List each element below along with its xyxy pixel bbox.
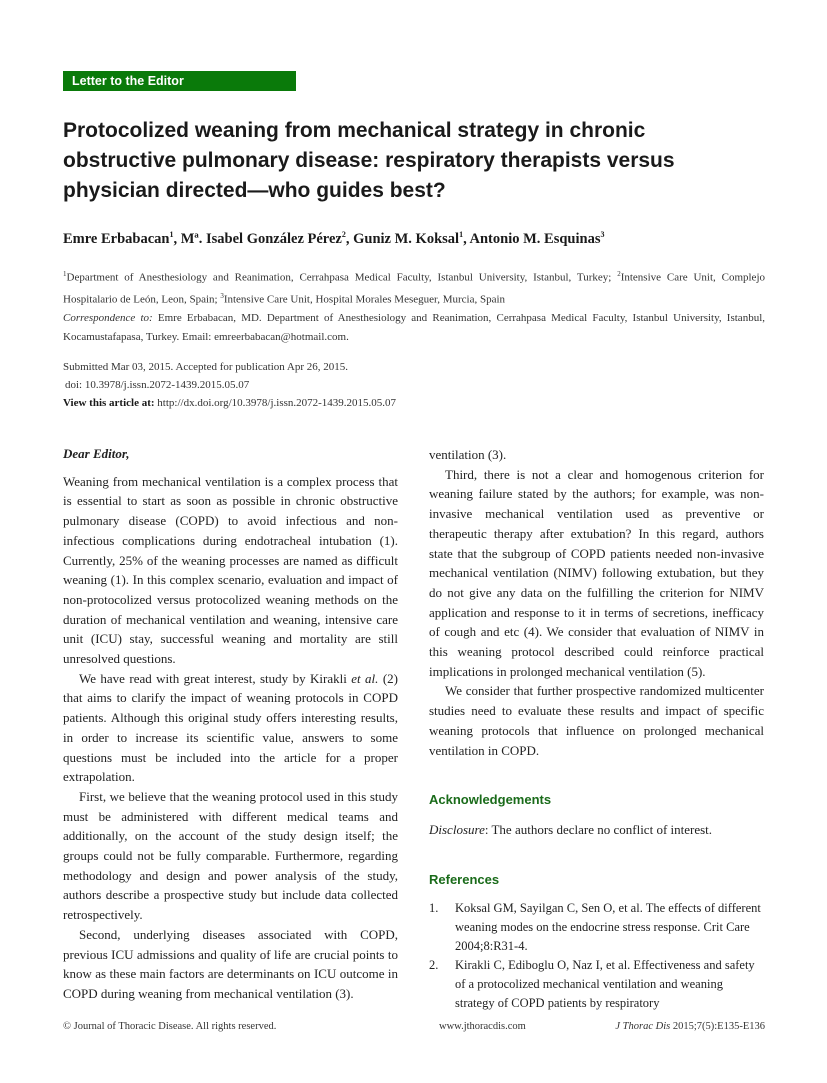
reference-number: 1. [429, 901, 439, 916]
citation-volume: 2015;7(5):E135-E136 [670, 1021, 765, 1032]
acknowledgements-heading: Acknowledgements [429, 792, 552, 808]
et-al: et al. [351, 670, 379, 686]
submission-dates: Submitted Mar 03, 2015. Accepted for publication Apr 26, 2015. [63, 361, 349, 373]
paragraph-text: We have read with great interest, study by Kirakli [79, 670, 352, 686]
body-paragraph: First, we believe that the weaning protocol used in this study must be administered with different medical teams and additionally, on the account of the study design itself; the groups could not be fully comparable. Furthermore, regarding methodology and design and power analysis of the study, authors describe a prospective study but include data collected retrospectively. [63, 788, 398, 923]
author-name: Antonio M. Esquinas [469, 230, 601, 247]
affiliations [63, 265, 765, 346]
affil-sup: 1 [63, 270, 67, 278]
references-heading: References [429, 871, 500, 887]
author-list: Emre Erbabacan$^1$, Mª. Isabel González Pérez$^2$, Guniz M. Koksal$^1$, Antonio M. Esquinas$^3$ [63, 230, 605, 247]
author-name: Mª. Isabel González Pérez [180, 230, 342, 247]
article-title: Protocolized weaning from mechanical strategy in chronic obstructive pulmonary disease: respiratory therapists versus physician directed—who guides best? [63, 119, 675, 202]
body-paragraph: We consider that further prospective randomized multicenter studies need to evaluate these results and impact of specific weaning protocols that influence on prolonged mechanical ventilation in COPD. [429, 683, 764, 758]
view-article-label: View this article at: [63, 397, 155, 409]
salutation: Dear Editor, [63, 446, 130, 461]
left-column [63, 444, 398, 1004]
reference-text: Koksal GM, Sayilgan C, Sen O, et al. The effects of different weaning modes on the endocrine stress response. Crit Care 2004;8:R31-4. [455, 901, 761, 954]
view-article-link[interactable]: http://dx.doi.org/10.3978/j.issn.2072-1439.2015.05.07 [154, 397, 397, 409]
author-affil-sup: 1 [169, 230, 174, 239]
affiliation-list [63, 265, 765, 309]
affil-sup: 2 [617, 270, 621, 278]
body-paragraph: Second, underlying diseases associated with COPD, previous ICU admissions and quality of life are crucial points to know as these main factors are determinants on ICU outcome in COPD during weaning from mechanical ventilation (3). [63, 926, 398, 1001]
citation-journal: J Thorac Dis [615, 1021, 671, 1032]
author-affil-sup: 1 [459, 230, 464, 239]
body-paragraph: Weaning from mechanical ventilation is a complex process that is essential to start as soon as possible in chronic obstructive pulmonary disease (COPD) to avoid infectious and non-infectious complications during endotracheal intubation (1). Currently, 25% of the weaning processes are named as difficult weaning (1). In this complex scenario, evaluation and impact of non-protocolized versus protocolized weaning methods on the duration of mechanical ventilation and weaning, intensive care unit (ICU) stay, successful weaning and mortality are still unresolved questions. [63, 473, 398, 667]
disclosure [429, 820, 764, 840]
journal-website-link[interactable]: www.jthoracdis.com [439, 1021, 526, 1032]
reference-text: Kirakli C, Ediboglu O, Naz I, et al. Effectiveness and safety of a protocolized mechanical ventilation and weaning strategy of COPD patients by respiratory [455, 958, 755, 1011]
affiliation-1: Department of Anesthesiology and Reanimation, Cerrahpasa Medical Faculty, Istanbul University, Istanbul, Turkey; [66, 271, 618, 284]
author-name: Guniz M. Koksal [353, 230, 460, 247]
reference-item [429, 956, 764, 1013]
body-paragraph-continued: ventilation (3). [429, 447, 507, 462]
body-paragraph [63, 669, 398, 787]
copyright: © Journal of Thoracic Disease. All rights reserved. [63, 1021, 277, 1032]
affiliation-2: Intensive Care Unit, Complejo Hospitalario de León, Leon, Spain; [63, 271, 765, 306]
disclosure-text: : The authors declare no conflict of interest. [484, 821, 713, 837]
article-meta [63, 358, 563, 412]
doi: doi: 10.3978/j.issn.2072-1439.2015.05.07 [65, 379, 250, 391]
correspondence-label: Correspondence to: [63, 312, 153, 325]
author-affil-sup: 2 [341, 230, 346, 239]
author-affil-sup: 3 [600, 230, 605, 239]
disclosure-label: Disclosure [429, 821, 485, 837]
reference-number: 2. [429, 958, 439, 973]
section-tag: Letter to the Editor [63, 71, 296, 91]
affiliation-3: Intensive Care Unit, Hospital Morales Meseguer, Murcia, Spain [223, 293, 506, 306]
view-article-line [63, 394, 563, 412]
page-footer [63, 1021, 765, 1037]
body-paragraph: Third, there is not a clear and homogenous criterion for weaning failure stated by the authors; for example, was non-invasive mechanical ventilation used as preventive or therapeutic therapy after extubation? In this regard, authors state that the subgroup of COPD patients needed non-invasive mechanical ventilation (NIMV) following extubation, but they do not give any data on the fulfilling the criterion for NIMV application and response to it in terms of secretions, inefficacy of cough and etc (4). We consider that evaluation of NIMV in this weaning protocol described could reinforce practical implications in prolonged mechanical ventilation (5). [429, 466, 764, 679]
reference-list [429, 899, 764, 1013]
paragraph-text: (2) that aims to clarify the impact of weaning protocols in COPD patients. Although this original study offers interesting results, in order to increase its scientific value, answers to some questions must be included into the article for a proper extrapolation. [63, 670, 398, 785]
citation [615, 1021, 765, 1032]
reference-item [429, 899, 764, 956]
affil-sup: 3 [220, 292, 224, 301]
correspondence-text[interactable]: Emre Erbabacan, MD. Department of Anesthesiology and Reanimation, Cerrahpasa Medical Faculty, Istanbul University, Istanbul, Kocamustafapasa, Turkey. Email: emreerbabacan@hotmail.com. [63, 312, 765, 343]
author-name: Emre Erbabacan [63, 230, 170, 247]
correspondence [63, 309, 765, 346]
right-column-content [429, 445, 764, 1013]
